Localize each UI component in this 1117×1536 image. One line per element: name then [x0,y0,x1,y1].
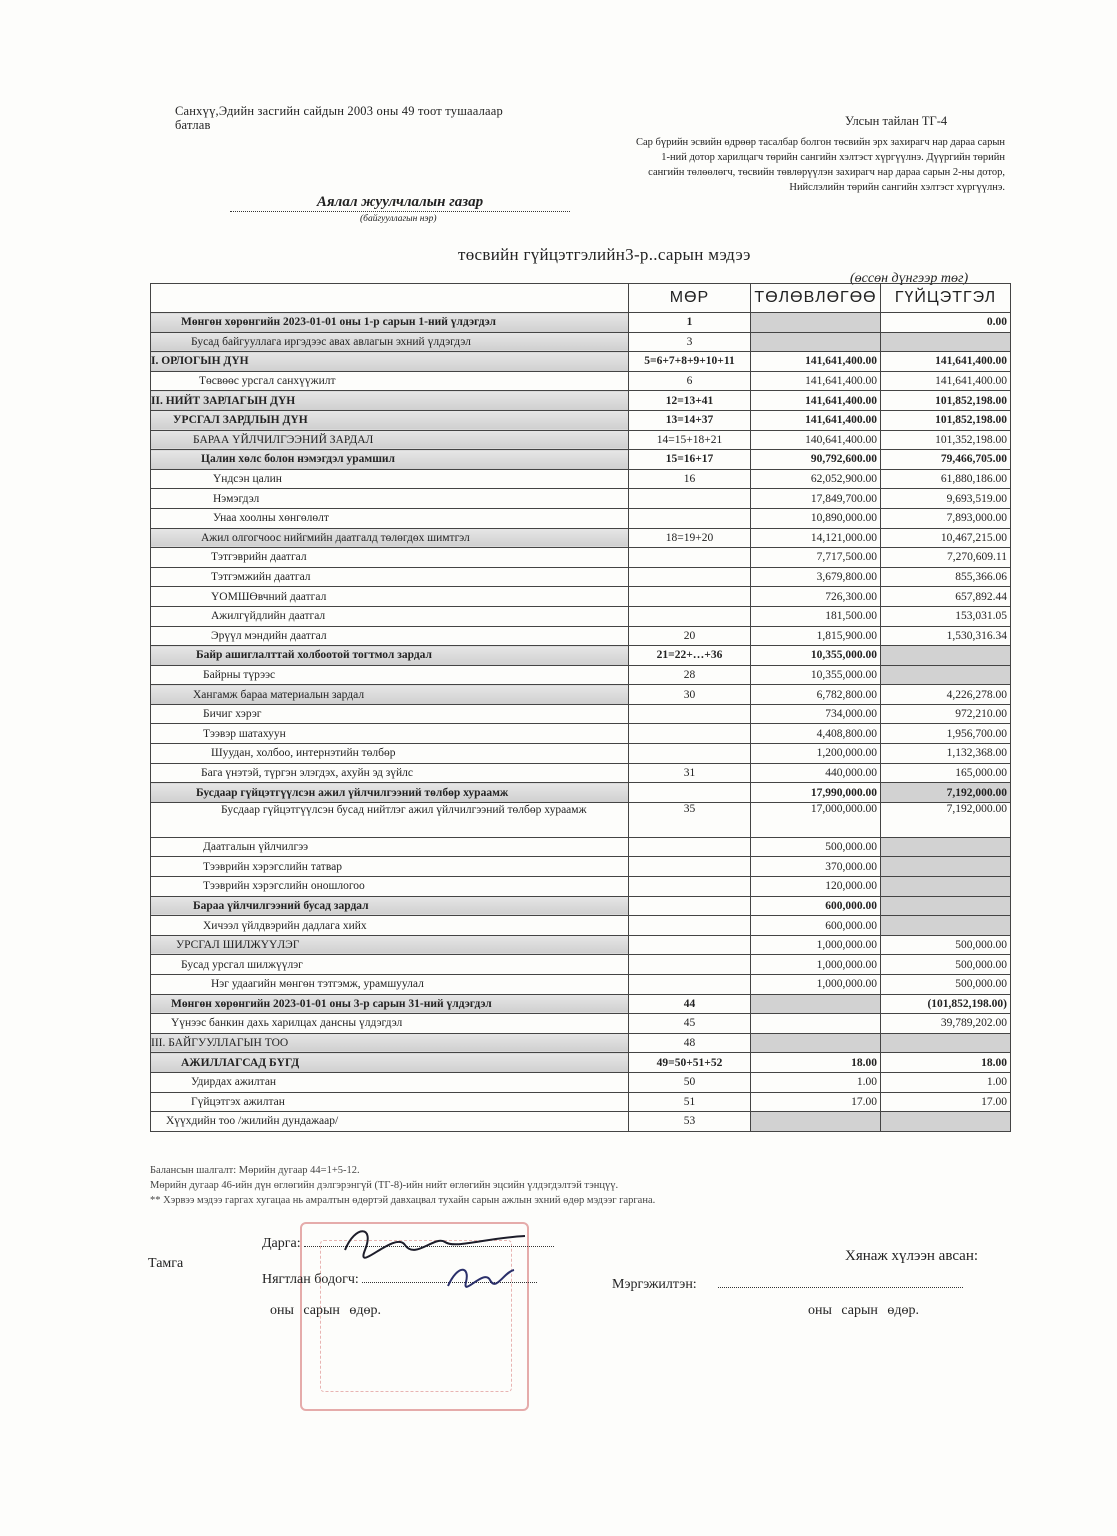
stamp-label: Тамга [148,1256,184,1271]
report-table [150,283,1011,1132]
column-header-row-number: МӨР [629,284,751,313]
plan-value: 141,641,400.00 [751,352,881,372]
table-row [151,665,1011,685]
plan-value: 62,052,900.00 [751,469,881,489]
row-label: I. ОРЛОГЫН ДҮН [151,352,629,372]
table-row [151,1112,1011,1132]
row-label: Гүйцэтгэх ажилтан [151,1092,629,1112]
row-label: Тээврийн хэрэгслийн татвар [151,857,629,877]
plan-value [751,332,881,352]
actual-value: 7,270,609.11 [881,548,1011,568]
actual-value [881,1112,1011,1132]
table-row [151,626,1011,646]
row-number: 1 [629,313,751,333]
row-number [629,916,751,936]
row-number [629,704,751,724]
note-line: ** Хэрвээ мэдээ гаргах хугацаа нь амралтын өдөртэй давхацвал тухайн сарын ажлын эхний өдөр мэдээг гаргана. [150,1195,656,1206]
row-number [629,877,751,897]
accountant-signature-mark [440,1258,520,1298]
actual-value: 10,467,215.00 [881,528,1011,548]
actual-value: 1,530,316.34 [881,626,1011,646]
plan-value: 6,782,800.00 [751,685,881,705]
specialist-label: Мэргэжилтэн: [612,1277,697,1292]
table-row [151,548,1011,568]
actual-value [881,896,1011,916]
plan-value [751,1112,881,1132]
table-row [151,410,1011,430]
actual-value: 4,226,278.00 [881,685,1011,705]
actual-value: 657,892.44 [881,587,1011,607]
row-label: Байр ашиглалттай холбоотой тогтмол зардал [151,646,629,666]
instructions [560,135,1005,195]
plan-value: 141,641,400.00 [751,410,881,430]
row-label: Тээврийн хэрэгслийн оношлогоо [151,877,629,897]
row-label: Бараа үйлчилгээний бусад зардал [151,896,629,916]
table-row [151,763,1011,783]
row-label: УРСГАЛ ЗАРДЛЫН ДҮН [151,410,629,430]
row-label: Цалин хөлс болон нэмэгдэл урамшил [151,450,629,470]
table-row [151,916,1011,936]
actual-value: 141,641,400.00 [881,371,1011,391]
plan-value: 17.00 [751,1092,881,1112]
row-label: Бусдаар гүйцэтгүүлсэн ажил үйлчилгээний төлбөр хураамж [151,783,629,803]
table-row [151,489,1011,509]
table-row [151,744,1011,764]
row-label: ҮОМШӨвчний даатгал [151,587,629,607]
table-row [151,528,1011,548]
row-number [629,857,751,877]
row-label: Нэг удаагийн мөнгөн тэтгэмж, урамшуулал [151,975,629,995]
row-number [629,975,751,995]
actual-value [881,332,1011,352]
plan-value: 17,849,700.00 [751,489,881,509]
table-row [151,469,1011,489]
row-label: Тээвэр шатахуун [151,724,629,744]
date-right: оны сарын өдөр. [808,1303,920,1318]
row-number: 35 [629,802,751,837]
report-table-body [151,284,1011,1132]
actual-value: 141,641,400.00 [881,352,1011,372]
table-row [151,837,1011,857]
row-label: Эрүүл мэндийн даатгал [151,626,629,646]
row-number: 15=16+17 [629,450,751,470]
plan-value: 500,000.00 [751,837,881,857]
row-number: 31 [629,763,751,783]
table-row [151,430,1011,450]
notes [150,1163,850,1208]
actual-value: 972,210.00 [881,704,1011,724]
row-label: Үндсэн цалин [151,469,629,489]
actual-value: 61,880,186.00 [881,469,1011,489]
actual-value: 9,693,519.00 [881,489,1011,509]
row-number: 48 [629,1033,751,1053]
row-label: Төсвөөс урсгал санхүүжилт [151,371,629,391]
plan-value: 4,408,800.00 [751,724,881,744]
plan-value: 141,641,400.00 [751,371,881,391]
plan-value: 370,000.00 [751,857,881,877]
plan-value: 1,000,000.00 [751,955,881,975]
actual-value: 855,366.06 [881,567,1011,587]
table-row [151,935,1011,955]
row-number [629,508,751,528]
plan-value: 600,000.00 [751,896,881,916]
row-number: 5=6+7+8+9+10+11 [629,352,751,372]
plan-value: 1,815,900.00 [751,626,881,646]
plan-value: 181,500.00 [751,606,881,626]
note-line: Балансын шалгалт: Мөрийн дугаар 44=1+5-12. [150,1165,360,1176]
row-number: 30 [629,685,751,705]
plan-value: 600,000.00 [751,916,881,936]
date-left: оны сарын өдөр. [270,1303,382,1318]
actual-value [881,646,1011,666]
row-number [629,837,751,857]
row-label: Мөнгөн хөрөнгийн 2023-01-01 оны 1-р сарын 1-ний үлдэгдэл [151,313,629,333]
actual-value: 153,031.05 [881,606,1011,626]
row-label: Мөнгөн хөрөнгийн 2023-01-01 оны 3-р сарын 31-ний үлдэгдэл [151,994,629,1014]
row-label: Ажил олгогчоос нийгмийн даатгалд төлөгдөх шимтгэл [151,528,629,548]
plan-value: 17,990,000.00 [751,783,881,803]
table-row [151,352,1011,372]
director-signature-mark [335,1220,535,1260]
table-row [151,994,1011,1014]
row-label: БАРАА ҮЙЛЧИЛГЭЭНИЙ ЗАРДАЛ [151,430,629,450]
row-number: 28 [629,665,751,685]
row-label: Тэтгэмжийн даатгал [151,567,629,587]
actual-value: 79,466,705.00 [881,450,1011,470]
row-number: 3 [629,332,751,352]
report-title: төсвийн гүйцэтгэлийн3-р..сарын мэдээ [458,245,751,264]
row-label: II. НИЙТ ЗАРЛАГЫН ДҮН [151,391,629,411]
actual-value: 101,852,198.00 [881,391,1011,411]
row-label: Нэмэгдэл [151,489,629,509]
row-number: 45 [629,1014,751,1034]
row-label: Даатгалын үйлчилгээ [151,837,629,857]
actual-value: 0.00 [881,313,1011,333]
table-row [151,606,1011,626]
actual-value: (101,852,198.00) [881,994,1011,1014]
instruction-line: сангийн төлөөлөгч, төсвийн төвлөрүүлэн захирагч нар дараа сарын 2-ны дотор, [648,167,1005,178]
row-number: 49=50+51+52 [629,1053,751,1073]
plan-value: 140,641,400.00 [751,430,881,450]
row-number: 14=15+18+21 [629,430,751,450]
row-label: Унаа хоолны хөнгөлөлт [151,508,629,528]
row-label: Ажилгүйдлийн даатгал [151,606,629,626]
row-number: 6 [629,371,751,391]
plan-value [751,994,881,1014]
column-header-actual: ГҮЙЦЭТГЭЛ [881,284,1011,313]
organization-caption: (байгууллагын нэр) [360,214,437,224]
director-label: Дарга: [262,1236,301,1251]
table-row [151,896,1011,916]
row-label: Шуудан, холбоо, интернэтийн төлбөр [151,744,629,764]
actual-value: 101,352,198.00 [881,430,1011,450]
row-label: Бичиг хэрэг [151,704,629,724]
actual-value: 17.00 [881,1092,1011,1112]
approval-text: Санхүү,Эдийн засгийн сайдын 2003 оны 49 тоот тушаалаар батлав [175,104,504,132]
actual-value: 7,893,000.00 [881,508,1011,528]
plan-value: 1,000,000.00 [751,935,881,955]
plan-value: 18.00 [751,1053,881,1073]
organization-name: Аялал жуулчлалын газар [230,194,570,212]
row-number: 53 [629,1112,751,1132]
plan-value: 17,000,000.00 [751,802,881,837]
table-row [151,1092,1011,1112]
row-number: 21=22+…+36 [629,646,751,666]
row-label: Тэтгэврийн даатгал [151,548,629,568]
plan-value: 1.00 [751,1072,881,1092]
table-row [151,955,1011,975]
row-label: Бага үнэтэй, түргэн элэгдэх, ахуйн эд зүйлс [151,763,629,783]
table-row [151,646,1011,666]
actual-value: 7,192,000.00 [881,802,1011,837]
plan-value [751,313,881,333]
row-label: III. БАЙГУУЛЛАГЫН ТОО [151,1033,629,1053]
row-label: Хангамж бараа материалын зардал [151,685,629,705]
table-row [151,391,1011,411]
row-number: 18=19+20 [629,528,751,548]
row-number [629,567,751,587]
table-row [151,877,1011,897]
instruction-line: Сар бүрийн эсвийн өдрөөр тасалбар болгон төсвийн эрх захирагч нар дараа сарын [635,137,1005,148]
actual-value: 1.00 [881,1072,1011,1092]
table-row [151,1053,1011,1073]
row-label: Бусдаар гүйцэтгүүлсэн бусад нийтлэг ажил үйлчилгээний төлбөр хураамж [151,802,629,837]
row-number [629,935,751,955]
received-label: Хянаж хүлээн авсан: [845,1248,979,1264]
row-number [629,548,751,568]
actual-value: 39,789,202.00 [881,1014,1011,1034]
actual-value [881,665,1011,685]
plan-value: 141,641,400.00 [751,391,881,411]
table-row [151,1033,1011,1053]
plan-value: 1,000,000.00 [751,975,881,995]
plan-value: 734,000.00 [751,704,881,724]
table-row [151,1072,1011,1092]
plan-value: 10,355,000.00 [751,665,881,685]
row-label: Удирдах ажилтан [151,1072,629,1092]
actual-value: 101,852,198.00 [881,410,1011,430]
actual-value: 500,000.00 [881,955,1011,975]
note-line: Мөрийн дугаар 46-ийн дүн өглөгийн дэлгэрэнгүй (ТГ-8)-ийн нийт өглөгийн эцсийн үлдэгдэлтэй тэнцүү. [150,1180,619,1191]
actual-value: 18.00 [881,1053,1011,1073]
row-number [629,606,751,626]
row-number [629,724,751,744]
instruction-line: Нийслэлийн төрийн сангийн хэлтэст хүргүүлнэ. [789,182,1005,193]
row-number: 51 [629,1092,751,1112]
row-label: Бусад байгууллага иргэдээс авах авлагын эхний үлдэгдэл [151,332,629,352]
actual-value [881,1033,1011,1053]
actual-value: 1,956,700.00 [881,724,1011,744]
column-header-plan: ТӨЛӨВЛӨГӨӨ [751,284,881,313]
actual-value [881,916,1011,936]
plan-value: 90,792,600.00 [751,450,881,470]
table-row [151,508,1011,528]
table-row [151,975,1011,995]
plan-value: 3,679,800.00 [751,567,881,587]
row-number: 13=14+37 [629,410,751,430]
row-number: 20 [629,626,751,646]
plan-value [751,1014,881,1034]
plan-value: 14,121,000.00 [751,528,881,548]
row-label: Бусад урсгал шилжүүлэг [151,955,629,975]
accountant-label: Нягтлан бодогч: [262,1272,359,1287]
row-number [629,744,751,764]
actual-value: 1,132,368.00 [881,744,1011,764]
row-number [629,587,751,607]
table-row [151,685,1011,705]
column-header [151,284,629,313]
row-number [629,896,751,916]
actual-value: 500,000.00 [881,975,1011,995]
actual-value: 7,192,000.00 [881,783,1011,803]
row-number: 16 [629,469,751,489]
row-label: Үүнээс банкин дахь харилцах дансны үлдэгдэл [151,1014,629,1034]
row-number: 44 [629,994,751,1014]
row-label: Байрны түрээс [151,665,629,685]
table-header-row [151,284,1011,313]
table-row [151,783,1011,803]
row-number [629,955,751,975]
table-row [151,857,1011,877]
actual-value [881,857,1011,877]
row-label: Хичээл үйлдвэрийн дадлага хийх [151,916,629,936]
actual-value: 500,000.00 [881,935,1011,955]
row-label: УРСГАЛ ШИЛЖҮҮЛЭГ [151,935,629,955]
plan-value [751,1033,881,1053]
plan-value: 440,000.00 [751,763,881,783]
plan-value: 10,890,000.00 [751,508,881,528]
row-number [629,489,751,509]
unit-label: (өссөн дүнгээр төг) [850,271,969,286]
row-number [629,783,751,803]
table-row [151,450,1011,470]
plan-value: 120,000.00 [751,877,881,897]
row-number: 12=13+41 [629,391,751,411]
table-row [151,332,1011,352]
row-label: Хүүхдийн тоо /жилийн дундажаар/ [151,1112,629,1132]
actual-value [881,877,1011,897]
table-row [151,1014,1011,1034]
plan-value: 10,355,000.00 [751,646,881,666]
plan-value: 7,717,500.00 [751,548,881,568]
specialist-signature-line [612,1277,963,1293]
instruction-line: 1-ний дотор харилцагч төрийн сангийн хэлтэст хүргүүлнэ. Дүүргийн төрийн [661,152,1005,163]
table-row [151,567,1011,587]
table-row [151,802,1011,837]
form-title: Улсын тайлан ТГ-4 [845,114,948,128]
plan-value: 726,300.00 [751,587,881,607]
table-row [151,313,1011,333]
actual-value [881,837,1011,857]
row-number: 50 [629,1072,751,1092]
table-row [151,371,1011,391]
specialist-signature [718,1287,963,1288]
actual-value: 165,000.00 [881,763,1011,783]
table-row [151,724,1011,744]
row-label: АЖИЛЛАГСАД БҮГД [151,1053,629,1073]
table-row [151,587,1011,607]
plan-value: 1,200,000.00 [751,744,881,764]
table-row [151,704,1011,724]
